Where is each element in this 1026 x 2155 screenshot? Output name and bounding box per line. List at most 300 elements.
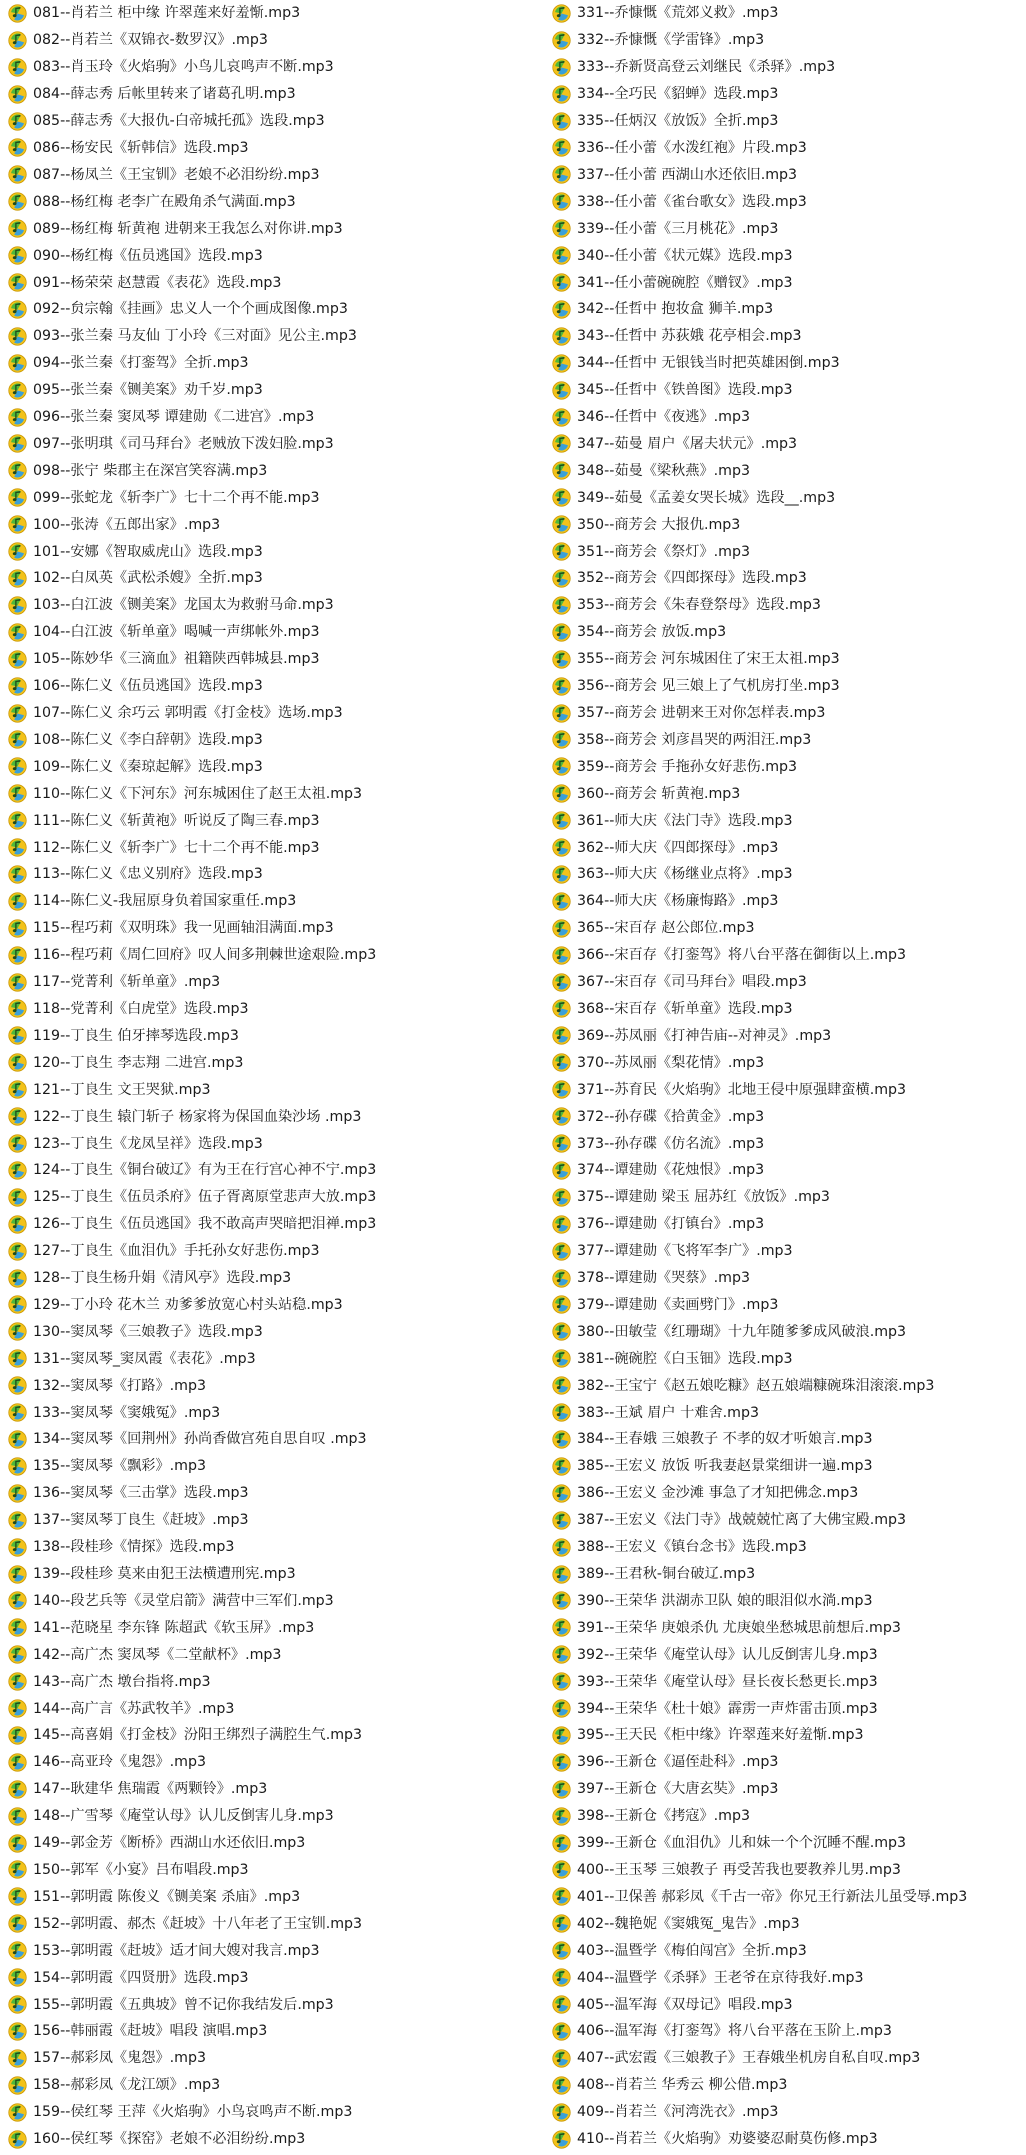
file-item[interactable] (8, 1265, 548, 1292)
file-name: 372--孙存碟《拾黄金》.mp3 (577, 1108, 765, 1125)
audio-file-icon (552, 1107, 571, 1126)
audio-file-icon (552, 542, 571, 561)
file-item[interactable] (8, 0, 548, 27)
file-item[interactable] (552, 565, 1026, 592)
file-item[interactable] (8, 942, 548, 969)
file-item[interactable] (552, 54, 1026, 81)
file-item[interactable] (8, 457, 548, 484)
file-item[interactable] (552, 1507, 1026, 1534)
file-item[interactable] (8, 511, 548, 538)
file-item[interactable] (8, 780, 548, 807)
file-name: 149--郭金芳《断桥》西湖山水还依旧.mp3 (33, 1835, 306, 1852)
file-item[interactable] (552, 1184, 1026, 1211)
file-name: 088--杨红梅 老李广在殿角杀气满面.mp3 (33, 193, 296, 210)
file-name: 383--王斌 眉户 十难舍.mp3 (577, 1404, 760, 1421)
file-item[interactable] (8, 834, 548, 861)
file-name: 158--郝彩凤《龙江颂》.mp3 (33, 2077, 221, 2094)
file-item[interactable] (8, 1641, 548, 1668)
file-item[interactable] (8, 350, 548, 377)
file-item[interactable] (552, 1964, 1026, 1991)
audio-file-icon (552, 112, 571, 131)
file-name: 394--王荣华《杜十娘》霹雳一声炸雷击顶.mp3 (577, 1700, 878, 1717)
file-item[interactable] (552, 969, 1026, 996)
file-item[interactable] (552, 1130, 1026, 1157)
audio-file-icon (8, 1780, 27, 1799)
file-item[interactable] (552, 484, 1026, 511)
audio-file-icon (8, 1188, 27, 1207)
file-item[interactable] (8, 135, 548, 162)
file-item[interactable] (8, 1937, 548, 1964)
audio-file-icon (552, 1645, 571, 1664)
file-item[interactable] (8, 1561, 548, 1588)
file-name: 148--广雪琴《庵堂认母》认儿反倒害儿身.mp3 (33, 1808, 334, 1825)
file-name: 406--温军海《打銮驾》将八台平落在玉阶上.mp3 (577, 2023, 892, 2040)
file-name: 100--张涛《五郎出家》.mp3 (33, 516, 221, 533)
file-item[interactable] (552, 296, 1026, 323)
file-item[interactable] (552, 726, 1026, 753)
file-item[interactable] (8, 1614, 548, 1641)
file-item[interactable] (8, 1668, 548, 1695)
audio-file-icon (552, 31, 571, 50)
file-item[interactable] (552, 1641, 1026, 1668)
file-item[interactable] (552, 1803, 1026, 1830)
file-item[interactable] (552, 81, 1026, 108)
file-name: 111--陈仁义《斩黄袍》听说反了陶三春.mp3 (33, 812, 320, 829)
file-item[interactable] (552, 1883, 1026, 1910)
file-item[interactable] (8, 1534, 548, 1561)
file-item[interactable] (8, 108, 548, 135)
audio-file-icon (552, 2130, 571, 2149)
file-item[interactable] (8, 565, 548, 592)
file-item[interactable] (8, 161, 548, 188)
file-name: 103--白江波《铡美案》龙国太为救驸马命.mp3 (33, 597, 334, 614)
audio-file-icon (8, 730, 27, 749)
file-name: 141--范晓星 李东锋 陈超武《软玉屏》.mp3 (33, 1619, 315, 1636)
file-name: 373--孙存碟《仿名流》.mp3 (577, 1135, 765, 1152)
audio-file-icon (552, 1699, 571, 1718)
file-item[interactable] (8, 27, 548, 54)
audio-file-icon (552, 1968, 571, 1987)
file-name: 346--任哲中《夜逃》.mp3 (577, 409, 750, 426)
file-item[interactable] (552, 215, 1026, 242)
audio-file-icon (552, 811, 571, 830)
file-item[interactable] (552, 2126, 1026, 2153)
audio-file-icon (552, 1403, 571, 1422)
file-name: 376--谭建勋《打镇台》.mp3 (577, 1216, 765, 1233)
audio-file-icon (552, 2103, 571, 2122)
file-item[interactable] (8, 619, 548, 646)
file-item[interactable] (8, 215, 548, 242)
file-item[interactable] (8, 377, 548, 404)
file-name: 393--王荣华《庵堂认母》昼长夜长愁更长.mp3 (577, 1673, 878, 1690)
audio-file-icon (8, 515, 27, 534)
audio-file-icon (552, 1565, 571, 1584)
file-name: 144--高广言《苏武牧羊》.mp3 (33, 1700, 235, 1717)
file-name: 360--商芳会 斩黄袍.mp3 (577, 785, 741, 802)
file-item[interactable] (8, 1803, 548, 1830)
file-name: 354--商芳会 放饭.mp3 (577, 624, 727, 641)
audio-file-icon (552, 1887, 571, 1906)
audio-file-icon (552, 1591, 571, 1610)
file-item[interactable] (552, 1345, 1026, 1372)
file-item[interactable] (8, 269, 548, 296)
file-name: 130--窦凤琴《三娘教子》选段.mp3 (33, 1323, 263, 1340)
file-item[interactable] (552, 538, 1026, 565)
file-item[interactable] (552, 457, 1026, 484)
file-item[interactable] (552, 780, 1026, 807)
file-name: 358--商芳会 刘彦昌哭的两泪汪.mp3 (577, 731, 812, 748)
file-item[interactable] (8, 1587, 548, 1614)
audio-file-icon (552, 704, 571, 723)
file-name: 119--丁良生 伯牙摔琴选段.mp3 (33, 1027, 239, 1044)
audio-file-icon (552, 381, 571, 400)
file-item[interactable] (8, 1211, 548, 1238)
audio-file-icon (8, 1753, 27, 1772)
audio-file-icon (8, 192, 27, 211)
file-item[interactable] (552, 1587, 1026, 1614)
file-item[interactable] (8, 1157, 548, 1184)
file-name: 152--郭明霞、郝杰《赶坡》十八年老了王宝钏.mp3 (33, 1915, 363, 1932)
audio-file-icon (552, 1511, 571, 1530)
file-item[interactable] (552, 619, 1026, 646)
file-item[interactable] (552, 1211, 1026, 1238)
file-name: 151--郭明霞 陈俊义《铡美案 杀庙》.mp3 (33, 1888, 301, 1905)
file-name: 095--张兰秦《铡美案》劝千岁.mp3 (33, 382, 263, 399)
file-name: 081--肖若兰 柜中缘 许翠莲来好羞惭.mp3 (33, 5, 301, 22)
file-name: 129--丁小玲 花木兰 劝爹爹放宽心村头站稳.mp3 (33, 1296, 343, 1313)
file-item[interactable] (552, 592, 1026, 619)
audio-file-icon (552, 730, 571, 749)
file-item[interactable] (552, 1910, 1026, 1937)
file-item[interactable] (8, 1776, 548, 1803)
file-list-left-column (8, 0, 548, 2153)
audio-file-icon (8, 2130, 27, 2149)
file-item[interactable] (8, 996, 548, 1023)
file-name: 092--贠宗翰《挂画》忠义人一个个画成图像.mp3 (33, 301, 348, 318)
audio-file-icon (8, 946, 27, 965)
file-name: 145--高喜娟《打金枝》汾阳王绑烈子满腔生气.mp3 (33, 1727, 363, 1744)
file-item[interactable] (8, 1076, 548, 1103)
file-item[interactable] (552, 350, 1026, 377)
file-item[interactable] (8, 188, 548, 215)
file-name: 389--王君秋-铜台破辽.mp3 (577, 1566, 756, 1583)
file-item[interactable] (552, 188, 1026, 215)
file-item[interactable] (8, 538, 548, 565)
audio-file-icon (552, 757, 571, 776)
file-name: 115--程巧莉《双明珠》我一见画轴泪满面.mp3 (33, 920, 334, 937)
file-item[interactable] (8, 1507, 548, 1534)
audio-file-icon (8, 112, 27, 131)
file-item[interactable] (8, 404, 548, 431)
file-name: 375--谭建勋 梁玉 屈苏红《放饭》.mp3 (577, 1189, 830, 1206)
file-name: 128--丁良生杨升娟《清风亭》选段.mp3 (33, 1270, 292, 1287)
audio-file-icon (552, 1995, 571, 2014)
file-item[interactable] (8, 54, 548, 81)
file-name: 390--王荣华 洪湖赤卫队 娘的眼泪似水淌.mp3 (577, 1592, 873, 1609)
file-item[interactable] (552, 1372, 1026, 1399)
file-item[interactable] (8, 1910, 548, 1937)
audio-file-icon (8, 1457, 27, 1476)
file-name: 387--王宏义《法门寺》战兢兢忙离了大佛宝殿.mp3 (577, 1512, 907, 1529)
file-name: 110--陈仁义《下河东》河东城困住了赵王太祖.mp3 (33, 785, 363, 802)
file-item[interactable] (552, 2099, 1026, 2126)
file-item[interactable] (552, 1937, 1026, 1964)
file-item[interactable] (8, 1426, 548, 1453)
file-item[interactable] (8, 592, 548, 619)
audio-file-icon (552, 1188, 571, 1207)
file-name: 366--宋百存《打銮驾》将八台平落在御街以上.mp3 (577, 947, 907, 964)
file-item[interactable] (552, 1318, 1026, 1345)
file-item[interactable] (552, 915, 1026, 942)
file-item[interactable] (552, 861, 1026, 888)
file-name: 378--谭建勋《哭蔡》.mp3 (577, 1270, 750, 1287)
file-name: 386--王宏义 金沙滩 事急了才知把佛念.mp3 (577, 1485, 859, 1502)
file-name: 385--王宏义 放饭 听我妻赵景棠细讲一遍.mp3 (577, 1458, 873, 1475)
audio-file-icon (552, 623, 571, 642)
file-item[interactable] (552, 1561, 1026, 1588)
file-name: 371--苏育民《火焰驹》北地王侵中原强肆蛮横.mp3 (577, 1081, 907, 1098)
file-name: 353--商芳会《朱春登祭母》选段.mp3 (577, 597, 821, 614)
file-item[interactable] (8, 1318, 548, 1345)
file-item[interactable] (8, 2126, 548, 2153)
file-item[interactable] (552, 1668, 1026, 1695)
file-item[interactable] (552, 242, 1026, 269)
file-name: 398--王新仓《拷寇》.mp3 (577, 1808, 750, 1825)
file-item[interactable] (8, 2045, 548, 2072)
audio-file-icon (8, 569, 27, 588)
file-name: 356--商芳会 见三娘上了气机房打坐.mp3 (577, 678, 840, 695)
audio-file-icon (8, 1215, 27, 1234)
file-item[interactable] (8, 2072, 548, 2099)
file-item[interactable] (552, 1857, 1026, 1884)
audio-file-icon (8, 596, 27, 615)
file-item[interactable] (552, 323, 1026, 350)
file-item[interactable] (552, 27, 1026, 54)
file-item[interactable] (552, 2018, 1026, 2045)
file-item[interactable] (552, 1022, 1026, 1049)
file-item[interactable] (552, 753, 1026, 780)
audio-file-icon (552, 1726, 571, 1745)
audio-file-icon (552, 488, 571, 507)
audio-file-icon (8, 246, 27, 265)
file-item[interactable] (8, 484, 548, 511)
file-item[interactable] (8, 726, 548, 753)
file-item[interactable] (552, 888, 1026, 915)
file-name: 350--商芳会 大报仇.mp3 (577, 516, 741, 533)
file-item[interactable] (552, 834, 1026, 861)
file-item[interactable] (8, 1184, 548, 1211)
file-item[interactable] (552, 1076, 1026, 1103)
file-item[interactable] (8, 1238, 548, 1265)
file-item[interactable] (552, 1238, 1026, 1265)
file-item[interactable] (552, 1049, 1026, 1076)
file-name: 107--陈仁义 余巧云 郭明霞《打金枝》选场.mp3 (33, 705, 343, 722)
audio-file-icon (552, 138, 571, 157)
file-item[interactable] (8, 1345, 548, 1372)
file-name: 333--乔新贤高登云刘继民《杀驿》.mp3 (577, 59, 836, 76)
file-item[interactable] (8, 1480, 548, 1507)
file-item[interactable] (552, 1453, 1026, 1480)
audio-file-icon (552, 434, 571, 453)
file-item[interactable] (8, 431, 548, 458)
audio-file-icon (8, 2049, 27, 2068)
file-item[interactable] (8, 1022, 548, 1049)
file-item[interactable] (552, 1426, 1026, 1453)
file-name: 139--段桂珍 莫来由犯王法横遭刑宪.mp3 (33, 1566, 296, 1583)
file-item[interactable] (552, 2072, 1026, 2099)
file-name: 114--陈仁义-我屈原身负着国家重任.mp3 (33, 893, 297, 910)
file-item[interactable] (552, 1749, 1026, 1776)
file-name: 363--师大庆《杨继业点将》.mp3 (577, 866, 793, 883)
file-item[interactable] (8, 807, 548, 834)
file-item[interactable] (8, 1130, 548, 1157)
audio-file-icon (552, 1807, 571, 1826)
file-item[interactable] (8, 888, 548, 915)
file-item[interactable] (552, 1265, 1026, 1292)
file-item[interactable] (8, 2099, 548, 2126)
file-item[interactable] (552, 161, 1026, 188)
file-item[interactable] (8, 969, 548, 996)
file-item[interactable] (552, 1480, 1026, 1507)
file-item[interactable] (552, 135, 1026, 162)
file-item[interactable] (8, 323, 548, 350)
audio-file-icon (8, 300, 27, 319)
file-item[interactable] (552, 1614, 1026, 1641)
file-item[interactable] (552, 942, 1026, 969)
file-item[interactable] (8, 1883, 548, 1910)
file-item[interactable] (552, 1534, 1026, 1561)
file-item[interactable] (8, 861, 548, 888)
file-name: 355--商芳会 河东城困住了宋王太祖.mp3 (577, 651, 840, 668)
file-name: 123--丁良生《龙凤呈祥》选段.mp3 (33, 1135, 263, 1152)
file-item[interactable] (552, 377, 1026, 404)
file-item[interactable] (552, 2045, 1026, 2072)
audio-file-icon (8, 1322, 27, 1341)
file-item[interactable] (8, 1049, 548, 1076)
file-item[interactable] (552, 1776, 1026, 1803)
file-item[interactable] (8, 1964, 548, 1991)
audio-file-icon (8, 1565, 27, 1584)
file-item[interactable] (552, 673, 1026, 700)
file-item[interactable] (552, 700, 1026, 727)
file-item[interactable] (8, 1399, 548, 1426)
audio-file-icon (552, 1242, 571, 1261)
file-name: 342--任哲中 抱妆盒 狮羊.mp3 (577, 301, 774, 318)
file-item[interactable] (8, 2018, 548, 2045)
file-item[interactable] (8, 1372, 548, 1399)
file-item[interactable] (552, 996, 1026, 1023)
file-name: 084--薛志秀 后帐里转来了诸葛孔明.mp3 (33, 86, 296, 103)
file-item[interactable] (8, 700, 548, 727)
file-item[interactable] (552, 807, 1026, 834)
audio-file-icon (552, 1215, 571, 1234)
file-item[interactable] (552, 404, 1026, 431)
file-name: 104--白江波《斩单童》喝喊一声绑帐外.mp3 (33, 624, 320, 641)
audio-file-icon (8, 1107, 27, 1126)
file-item[interactable] (8, 1991, 548, 2018)
file-item[interactable] (552, 0, 1026, 27)
file-item[interactable] (8, 1695, 548, 1722)
file-item[interactable] (8, 1292, 548, 1319)
audio-file-icon (552, 1860, 571, 1879)
file-item[interactable] (552, 1399, 1026, 1426)
file-name: 382--王宝宁《赵五娘吃糠》赵五娘端糠碗珠泪滚滚.mp3 (577, 1377, 935, 1394)
file-item[interactable] (8, 915, 548, 942)
file-name: 374--谭建勋《花烛恨》.mp3 (577, 1162, 765, 1179)
file-name: 345--任哲中《铁兽图》选段.mp3 (577, 382, 793, 399)
audio-file-icon (8, 1538, 27, 1557)
audio-file-icon (8, 865, 27, 884)
file-item[interactable] (8, 1857, 548, 1884)
file-item[interactable] (552, 1157, 1026, 1184)
file-item[interactable] (8, 1830, 548, 1857)
file-name: 094--张兰秦《打銮驾》全折.mp3 (33, 355, 249, 372)
file-name: 369--苏凤丽《打神告庙--对神灵》.mp3 (577, 1027, 832, 1044)
file-item[interactable] (8, 81, 548, 108)
file-name: 082--肖若兰《双锦衣-数罗汉》.mp3 (33, 32, 268, 49)
audio-file-icon (8, 2022, 27, 2041)
audio-file-icon (552, 354, 571, 373)
file-item[interactable] (552, 108, 1026, 135)
file-name: 338--任小蕾《雀台歌女》选段.mp3 (577, 193, 807, 210)
audio-file-icon (8, 1995, 27, 2014)
file-item[interactable] (552, 1722, 1026, 1749)
audio-file-icon (8, 1376, 27, 1395)
file-name: 097--张明琪《司马拜台》老贼放下泼妇脸.mp3 (33, 435, 334, 452)
file-name: 136--窦凤琴《三击掌》选段.mp3 (33, 1485, 249, 1502)
file-name: 395--王天民《柜中缘》许翠莲来好羞惭.mp3 (577, 1727, 864, 1744)
audio-file-icon (8, 892, 27, 911)
file-item[interactable] (552, 1991, 1026, 2018)
audio-file-icon (8, 757, 27, 776)
file-item[interactable] (552, 1830, 1026, 1857)
file-item[interactable] (552, 511, 1026, 538)
audio-file-icon (8, 1080, 27, 1099)
file-item[interactable] (8, 646, 548, 673)
file-item[interactable] (552, 1103, 1026, 1130)
file-item[interactable] (8, 242, 548, 269)
file-item[interactable] (552, 431, 1026, 458)
file-name: 370--苏凤丽《梨花情》.mp3 (577, 1054, 765, 1071)
file-item[interactable] (8, 1722, 548, 1749)
file-name: 403--温暨学《梅伯闯宫》全折.mp3 (577, 1942, 807, 1959)
file-item[interactable] (8, 1103, 548, 1130)
file-name: 150--郭军《小宴》吕布唱段.mp3 (33, 1861, 249, 1878)
audio-file-icon (8, 219, 27, 238)
file-item[interactable] (8, 296, 548, 323)
file-item[interactable] (8, 753, 548, 780)
file-item[interactable] (552, 1292, 1026, 1319)
file-name: 134--窦凤琴《回荆州》孙尚香做宫苑自思自叹 .mp3 (33, 1431, 367, 1448)
file-name: 156--韩丽霞《赶坡》唱段 演唱.mp3 (33, 2023, 268, 2040)
file-name: 101--安娜《智取威虎山》选段.mp3 (33, 543, 263, 560)
file-item[interactable] (552, 269, 1026, 296)
audio-file-icon (552, 461, 571, 480)
file-item[interactable] (8, 1749, 548, 1776)
file-item[interactable] (8, 673, 548, 700)
file-name: 351--商芳会《祭灯》.mp3 (577, 543, 750, 560)
audio-file-icon (552, 300, 571, 319)
file-item[interactable] (552, 646, 1026, 673)
audio-file-icon (8, 2076, 27, 2095)
file-item[interactable] (552, 1695, 1026, 1722)
file-name: 131--窦凤琴_窦凤霞《表花》.mp3 (33, 1350, 256, 1367)
file-name: 404--温暨学《杀驿》王老爷在京待我好.mp3 (577, 1969, 864, 1986)
file-name: 109--陈仁义《秦琼起解》选段.mp3 (33, 758, 263, 775)
file-name: 155--郭明霞《五典坡》曾不记你我结发后.mp3 (33, 1996, 334, 2013)
file-item[interactable] (8, 1453, 548, 1480)
audio-file-icon (8, 354, 27, 373)
